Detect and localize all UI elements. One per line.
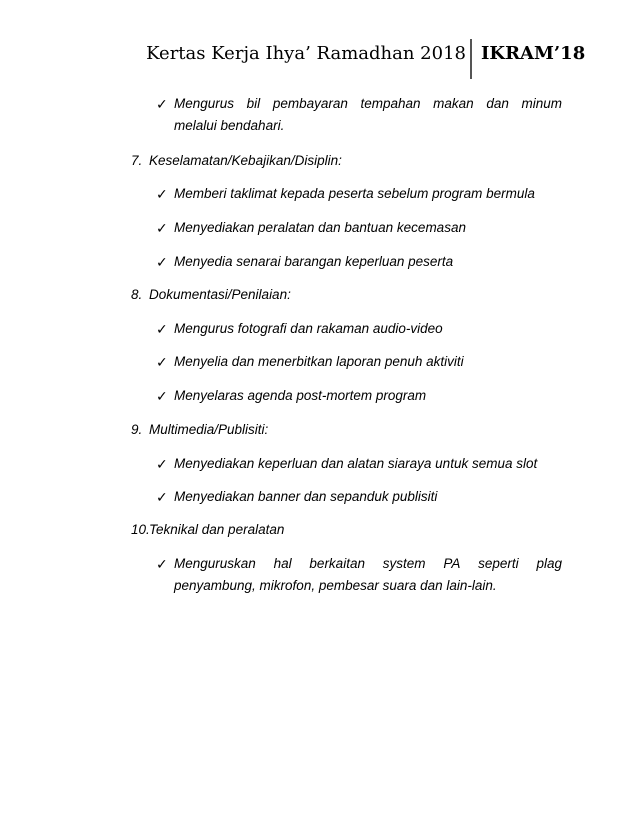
justified-word: bil bbox=[246, 96, 261, 111]
section-title: Keselamatan/Kebajikan/Disiplin: bbox=[149, 153, 342, 168]
check-icon: ✓ bbox=[156, 388, 168, 404]
header-divider bbox=[470, 39, 472, 79]
justified-word: pembayaran bbox=[272, 96, 348, 111]
section-number: 7. bbox=[131, 153, 143, 168]
check-icon: ✓ bbox=[156, 489, 168, 505]
section-number: 9. bbox=[131, 422, 143, 437]
list-item bbox=[174, 95, 562, 113]
justified-word: minum bbox=[521, 96, 562, 111]
justified-word: system bbox=[382, 556, 426, 571]
justified-word: Menguruskan bbox=[174, 556, 256, 571]
check-icon: ✓ bbox=[156, 556, 168, 572]
list-item bbox=[174, 555, 562, 573]
section-title: Dokumentasi/Penilaian: bbox=[149, 287, 291, 302]
list-item-text: Menyediakan peralatan dan bantuan kecemasan bbox=[174, 220, 466, 235]
list-item-text: Menyelia dan menerbitkan laporan penuh aktiviti bbox=[174, 354, 464, 369]
section-title: Teknikal dan peralatan bbox=[149, 522, 285, 537]
list-item-continuation: penyambung, mikrofon, pembesar suara dan lain-lain. bbox=[174, 578, 497, 593]
section-number: 8. bbox=[131, 287, 143, 302]
justified-word: seperti bbox=[478, 556, 519, 571]
justified-word: dan bbox=[486, 96, 509, 111]
justified-word: tempahan bbox=[360, 96, 421, 111]
check-icon: ✓ bbox=[156, 254, 168, 270]
header-code: IKRAM’18 bbox=[481, 43, 586, 64]
page-header bbox=[0, 39, 638, 79]
check-icon: ✓ bbox=[156, 186, 168, 202]
justified-word: Mengurus bbox=[174, 96, 235, 111]
list-item-text: Mengurus fotografi dan rakaman audio-video bbox=[174, 321, 443, 336]
check-icon: ✓ bbox=[156, 321, 168, 337]
justified-word: plag bbox=[536, 556, 562, 571]
list-item-text: Menyelaras agenda post-mortem program bbox=[174, 388, 427, 403]
section-number: 10. bbox=[131, 522, 150, 537]
list-item-text: Menyedia senarai barangan keperluan peserta bbox=[174, 254, 454, 269]
check-icon: ✓ bbox=[156, 220, 168, 236]
check-icon: ✓ bbox=[156, 456, 168, 472]
header-title: Kertas Kerja Ihya’ Ramadhan 2018 bbox=[146, 43, 466, 64]
list-item-text: Menyediakan keperluan dan alatan siaraya untuk semua slot bbox=[174, 456, 538, 471]
section-title: Multimedia/Publisiti: bbox=[149, 422, 269, 437]
justified-word: makan bbox=[433, 96, 474, 111]
check-icon: ✓ bbox=[156, 96, 168, 112]
list-item-text: Memberi taklimat kepada peserta sebelum program bermula bbox=[174, 186, 535, 201]
list-item-text: Menyediakan banner dan sepanduk publisiti bbox=[174, 489, 438, 504]
justified-word: PA bbox=[443, 556, 461, 571]
justified-word: berkaitan bbox=[309, 556, 365, 571]
check-icon: ✓ bbox=[156, 354, 168, 370]
list-item-continuation: melalui bendahari. bbox=[174, 118, 285, 133]
justified-word: hal bbox=[273, 556, 292, 571]
